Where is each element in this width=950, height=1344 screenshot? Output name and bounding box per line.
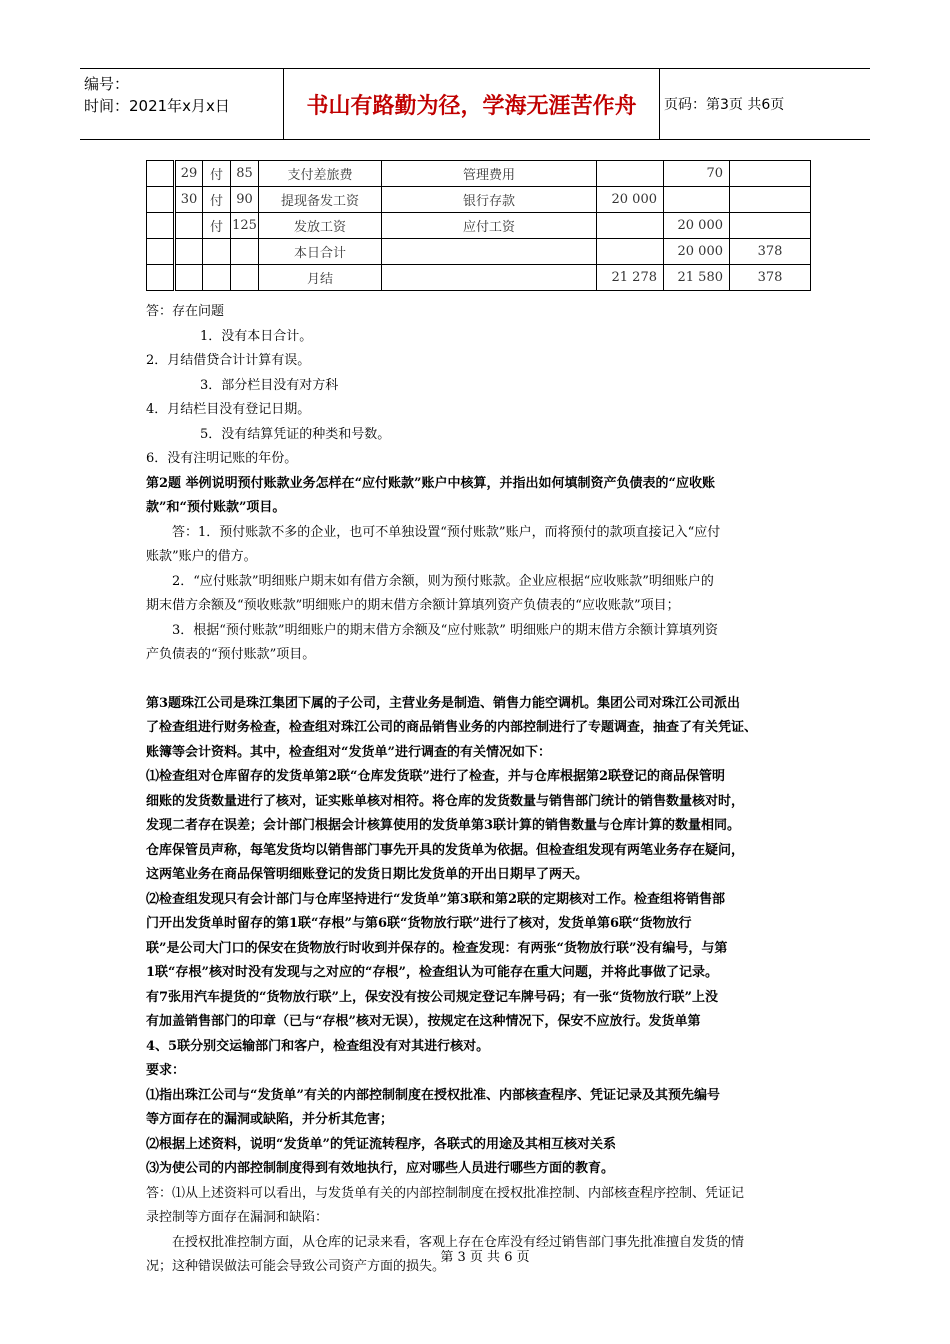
- table-row: [147, 265, 811, 291]
- ledger-cell-day: 30: [175, 187, 203, 213]
- ledger-cell-balance: [730, 187, 811, 213]
- q3-line: ⑵根据上述资料，说明“发货单”的凭证流转程序，各联式的用途及其相互核对关系: [146, 1136, 616, 1152]
- q3-line: 有加盖销售部门的印章（已与“存根”核对无误），按规定在这种情况下，保安不应放行。发货单第: [146, 1014, 701, 1029]
- table-row: [147, 187, 811, 213]
- date-label: 时间：2021年x月x日: [84, 97, 230, 115]
- table-row: [147, 213, 811, 239]
- ledger-cell-number: [231, 239, 259, 265]
- page-content: [146, 300, 808, 1280]
- q3-line: 4、5联分别交运输部门和客户，检查组没有对其进行核对。: [146, 1038, 490, 1054]
- ledger-cell-credit: [664, 187, 730, 213]
- ledger-cell-account: [382, 265, 597, 291]
- ledger-cell-credit: 70: [664, 161, 730, 187]
- ledger-body: [147, 161, 811, 291]
- ledger-cell-summary: 支付差旅费: [259, 161, 382, 187]
- q3-answer: 答：⑴从上述资料可以看出，与发货单有关的内部控制制度在授权批准控制、内部核查程序控制、凭证记: [146, 1185, 745, 1201]
- q1-issue-list: [146, 325, 808, 472]
- ledger-cell-account: 应付工资: [382, 213, 597, 239]
- ledger-cell-number: 90: [231, 187, 259, 213]
- q3-line: 1联“存根”核对时没有发现与之对应的“存根”，检查组认为可能存在重大问题，并将此事做了记录。: [146, 965, 718, 980]
- ledger-cell-month: [147, 213, 175, 239]
- ledger-cell-debit: 20 000: [597, 187, 664, 213]
- ledger-cell-month: [147, 161, 175, 187]
- q3-line: 等方面存在的漏洞或缺陷，并分析其危害；: [146, 1112, 394, 1127]
- q3-line: 这两笔业务在商品保管明细账登记的发货日期比发货单的开出日期早了两天。: [146, 867, 589, 882]
- q2-answer-1: 答：1．预付账款不多的企业，也可不单独设置“预付账款”账户，而将预付的款项直接记入“应付: [172, 524, 721, 540]
- list-item: 5．没有结算凭证的种类和号数。: [200, 426, 391, 442]
- list-item: 1．没有本日合计。: [200, 328, 313, 344]
- ledger-cell-kind: 付: [203, 161, 231, 187]
- q3-line: 仓库保管员声称，每笔发货均以销售部门事先开具的发货单为依据。但检查组发现有两笔业务存在疑问，: [146, 842, 745, 858]
- q2-title-cont: 款”和“预付账款”项目。: [146, 500, 286, 515]
- q3-line: 第3题珠江公司是珠江集团下属的子公司，主营业务是制造、销售力能空调机。集团公司对珠江公司派出: [146, 695, 741, 711]
- header-meta: [80, 69, 280, 139]
- header-page-info: 页码：第3页 共6页: [664, 97, 785, 113]
- list-item: 3．部分栏目没有对方科: [200, 377, 339, 393]
- ledger-cell-credit: 20 000: [664, 213, 730, 239]
- ledger-cell-number: 125: [231, 213, 259, 239]
- table-row: [147, 161, 811, 187]
- ledger-cell-month: [147, 187, 175, 213]
- ledger-cell-account: [382, 239, 597, 265]
- q3-question: [146, 692, 808, 1182]
- q2-answer-1-cont: 账款”账户的借方。: [146, 549, 257, 564]
- q3-line: 细账的发货数量进行了核对，证实账单核对相符。将仓库的发货数量与销售部门统计的销售数量核对时，: [146, 793, 745, 809]
- page-footer: 第 3 页 共 6 页: [440, 1250, 530, 1265]
- q3-answer-para-cont: 况；这种错误做法可能会导致公司资产方面的损失。: [146, 1259, 446, 1274]
- list-item: 2．月结借贷合计计算有误。: [146, 353, 311, 368]
- number-label: 编号：: [84, 75, 130, 93]
- ledger-table: [146, 160, 811, 291]
- ledger-cell-debit: 21 278: [597, 265, 664, 291]
- ledger-cell-summary: 月结: [259, 265, 382, 291]
- q3-answer-cont: 录控制等方面存在漏洞和缺陷：: [146, 1210, 329, 1225]
- ledger-cell-kind: [203, 239, 231, 265]
- q3-line: 门开出发货单时留存的第1联“存根”与第6联“货物放行联”进行了核对，发货单第6联“货物放行: [146, 916, 692, 931]
- q3-line: ⑴指出珠江公司与“发货单”有关的内部控制制度在授权批准、内部核查程序、凭证记录及其预先编号: [146, 1087, 720, 1103]
- ledger-cell-credit: 21 580: [664, 265, 730, 291]
- ledger-cell-day: [175, 265, 203, 291]
- page-header: [80, 68, 870, 140]
- ledger-cell-month: [147, 265, 175, 291]
- ledger-cell-number: 85: [231, 161, 259, 187]
- ledger-cell-account: 管理费用: [382, 161, 597, 187]
- q3-line: 账簿等会计资料。其中，检查组对“发货单”进行调查的有关情况如下：: [146, 744, 551, 760]
- table-row: [147, 239, 811, 265]
- ledger-cell-summary: 提现备发工资: [259, 187, 382, 213]
- ledger-cell-debit: [597, 239, 664, 265]
- list-item: 6．没有注明记账的年份。: [146, 451, 298, 466]
- q3-line: 有7张用汽车提货的“货物放行联”上，保安没有按公司规定登记车牌号码；有一张“货物放行联”上没: [146, 989, 718, 1005]
- ledger-cell-summary: 发放工资: [259, 213, 382, 239]
- list-item: 4．月结栏目没有登记日期。: [146, 402, 311, 417]
- q3-line: ⑵检查组发现只有会计部门与仓库坚持进行“发货单”第3联和第2联的定期核对工作。检查组将销售部: [146, 891, 726, 907]
- ledger-cell-debit: [597, 213, 664, 239]
- q2-title: 第2题 举例说明预付账款业务怎样在“应付账款”账户中核算，并指出如何填制资产负债表的“应收账: [146, 475, 716, 491]
- ledger-cell-kind: 付: [203, 213, 231, 239]
- ledger-cell-kind: [203, 265, 231, 291]
- q1-answer-intro: 答：存在问题: [146, 304, 225, 319]
- ledger-cell-day: [175, 213, 203, 239]
- q3-line: ⑴检查组对仓库留存的发货单第2联“仓库发货联”进行了检查，并与仓库根据第2联登记的商品保管明: [146, 769, 726, 784]
- q2-answer-2-cont: 期末借方余额及“预收账款”明细账户的期末借方余额计算填列资产负债表的“应收账款”项目；: [146, 598, 680, 613]
- q3-line: 要求：: [146, 1063, 186, 1078]
- ledger-cell-day: 29: [175, 161, 203, 187]
- q2-answer-3-cont: 产负债表的“预付账款”项目。: [146, 647, 316, 662]
- ledger-cell-month: [147, 239, 175, 265]
- q3-line: 了检查组进行财务检查，检查组对珠江公司的商品销售业务的内部控制进行了专题调查，抽查了有关凭证、: [146, 720, 758, 735]
- ledger-cell-balance: 378: [730, 265, 811, 291]
- ledger-cell-debit: [597, 161, 664, 187]
- q3-line: ⑶为使公司的内部控制制度得到有效地执行，应对哪些人员进行哪些方面的教育。: [146, 1161, 615, 1176]
- ledger-cell-summary: 本日合计: [259, 239, 382, 265]
- q2-answer-2: 2．“应付账款”明细账户期末如有借方余额，则为预付账款。企业应根据“应收账款”明细账户的: [172, 573, 714, 589]
- ledger-cell-number: [231, 265, 259, 291]
- ledger-cell-balance: [730, 161, 811, 187]
- ledger-cell-day: [175, 239, 203, 265]
- ledger-cell-balance: 378: [730, 239, 811, 265]
- q3-answer-para: 在授权批准控制方面，从仓库的记录来看，客观上存在仓库没有经过销售部门事先批准擅自发货的情: [172, 1234, 745, 1250]
- header-motto: 书山有路勤为径，学海无涯苦作舟: [283, 69, 660, 139]
- ledger-cell-kind: 付: [203, 187, 231, 213]
- ledger-cell-balance: [730, 213, 811, 239]
- q3-line: 联”是公司大门口的保安在货物放行时收到并保存的。检查发现：有两张“货物放行联”没有编号，与第: [146, 940, 728, 956]
- ledger-cell-account: 银行存款: [382, 187, 597, 213]
- q2-answer-3: 3．根据“预付账款”明细账户的期末借方余额及“应付账款” 明细账户的期末借方余额计算填列资: [172, 622, 718, 638]
- q3-line: 发现二者存在误差；会计部门根据会计核算使用的发货单第3联计算的销售数量与仓库计算的数量相同。: [146, 818, 741, 833]
- ledger-cell-credit: 20 000: [664, 239, 730, 265]
